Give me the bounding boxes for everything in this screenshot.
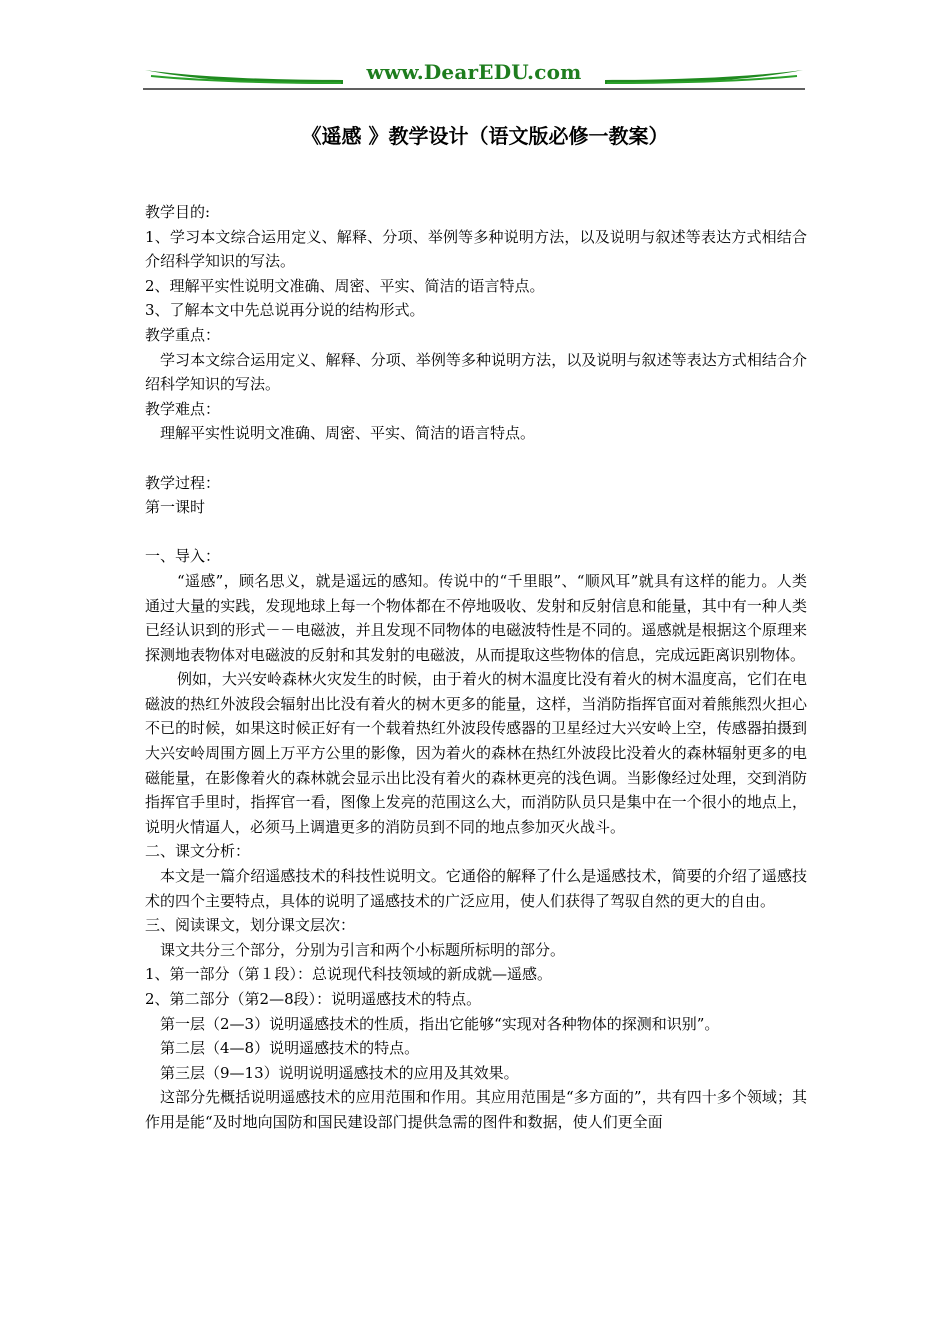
layer-2: 第二层（4—8）说明遥感技术的特点。	[160, 1039, 420, 1058]
key-points-text: 学习本文综合运用定义、解释、分项、举例等多种说明方法，以及说明与叙述等表达方式相结合介绍科学知识的写法。	[145, 350, 807, 394]
goal-item-3: 3、了解本文中先总说再分说的结构形式。	[145, 301, 425, 320]
goal-item-1: 1、学习本文综合运用定义、解释、分项、举例等多种说明方法，以及说明与叙述等表达方式相结合介绍科学知识的写法。	[145, 227, 807, 271]
document-title: 《遥感 》教学设计（语文版必修一教案）	[301, 124, 669, 148]
layer-3: 第三层（9—13）说明说明遥感技术的应用及其效果。	[160, 1063, 519, 1082]
section-3-paragraph-1: 课文共分三个部分，分别为引言和两个小标题所标明的部分。	[160, 940, 566, 959]
section-3-heading: 三、阅读课文，划分课文层次：	[145, 916, 356, 935]
section-2-heading: 二、课文分析：	[145, 842, 251, 861]
goals-heading: 教学目的:	[145, 203, 211, 221]
difficulty-heading: 教学难点：	[145, 399, 221, 418]
goal-item-2: 2、理解平实性说明文准确、周密、平实、简洁的语言特点。	[145, 276, 545, 295]
section-3-item-1: 1、第一部分（第１段）：总说现代科技领域的新成就—遥感。	[145, 965, 553, 984]
process-heading: 教学过程：	[145, 473, 221, 492]
section-2-paragraph: 本文是一篇介绍遥感技术的科技性说明文。它通俗的解释了什么是遥感技术，简要的介绍了遥感技术的四个主要特点，具体的说明了遥感技术的广泛应用，使人们获得了驾驭自然的更大的自由。	[145, 867, 807, 910]
site-header-banner	[143, 58, 805, 92]
site-brand-text: www.DearEDU.com	[366, 60, 582, 84]
section-3-paragraph-2: 这部分先概括说明遥感技术的应用范围和作用。其应用范围是“多方面的”，共有四十多个领域；其作用是能“及时地向国防和国民建设部门提供急需的图件和数据，使人们更全面	[145, 1088, 807, 1131]
difficulty-text: 理解平实性说明文准确、周密、平实、简洁的语言特点。	[160, 424, 536, 443]
section-1-paragraph-2: 例如，大兴安岭森林火灾发生的时候，由于着火的树木温度比没有着火的树木温度高，它们在电磁波的热红外波段会辐射出比没有着火的树木更多的能量，这样，当消防指挥官面对着熊熊烈火担心不已的时候，如果这时候正好有一个载着热红外波段传感器的卫星经过大兴安岭上空，传感器拍摄到大兴安岭周围方圆上万平方公里的影像，因为着火的森林在热红外波段比没着火的森林辐射更多的电磁能量，在影像着火的森林就会显示出比没有着火的森林更亮的浅色调。当影像经过处理，交到消防指挥官手里时，指挥官一看，图像上发亮的范围这么大，而消防队员只是集中在一个很小的地点上，说明火情逼人，必须马上调遣更多的消防员到不同的地点参加灭火战斗。	[145, 670, 808, 836]
key-points-heading: 教学重点：	[145, 325, 221, 344]
document-body	[145, 200, 807, 1135]
layer-1: 第一层（2—3）说明遥感技术的性质，指出它能够“实现对各种物体的探测和识别”。	[160, 1014, 720, 1033]
section-3-item-2: 2、第二部分（第2—8段）：说明遥感技术的特点。	[145, 990, 482, 1008]
lesson-label: 第一课时	[145, 498, 206, 517]
section-1-paragraph-1: “遥感”，顾名思义，就是遥远的感知。传说中的“千里眼”、“顺风耳”就具有这样的能力。人类通过大量的实践，发现地球上每一个物体都在不停地吸收、发射和反射信息和能量，其中有一种人类已经认识到的形式－－电磁波，并且发现不同物体的电磁波特性是不同的。遥感就是根据这个原理来探测地表物体对电磁波的反射和其发射的电磁波，从而提取这些物体的信息，完成远距离识别物体。	[145, 571, 807, 664]
section-1-heading: 一、导入：	[145, 547, 221, 566]
